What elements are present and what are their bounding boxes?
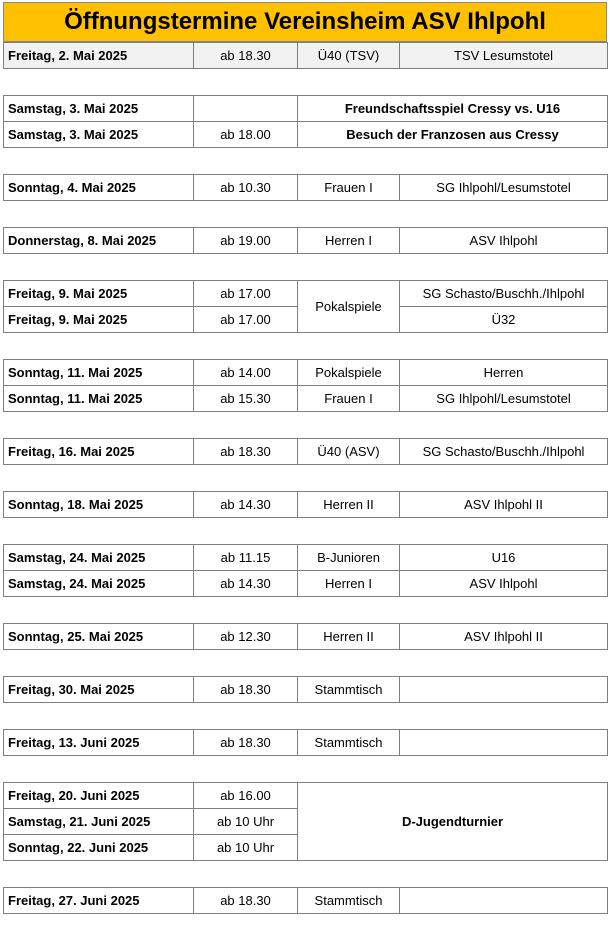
- spacer-row: [4, 518, 608, 545]
- time-cell[interactable]: ab 10 Uhr: [194, 809, 298, 835]
- opponent-cell[interactable]: SG Schasto/Buschh./Ihlpohl: [400, 281, 608, 307]
- team-cell[interactable]: Pokalspiele: [298, 360, 400, 386]
- spacer-row: [4, 861, 608, 888]
- opponent-cell[interactable]: ASV Ihlpohl II: [400, 624, 608, 650]
- table-row: [4, 492, 608, 518]
- time-cell[interactable]: ab 11.15: [194, 545, 298, 571]
- opponent-cell[interactable]: ASV Ihlpohl II: [400, 492, 608, 518]
- table-row: [4, 281, 608, 307]
- page-title: Öffnungstermine Vereinsheim ASV Ihlpohl: [3, 2, 607, 42]
- table-row: [4, 888, 608, 914]
- team-cell[interactable]: Frauen I: [298, 175, 400, 201]
- opponent-cell[interactable]: Ü32: [400, 307, 608, 333]
- opponent-cell[interactable]: ASV Ihlpohl: [400, 228, 608, 254]
- table-row: [4, 624, 608, 650]
- team-cell[interactable]: Ü40 (ASV): [298, 439, 400, 465]
- time-cell[interactable]: ab 17.00: [194, 281, 298, 307]
- time-cell[interactable]: ab 19.00: [194, 228, 298, 254]
- table-row: [4, 571, 608, 597]
- team-cell[interactable]: Herren II: [298, 624, 400, 650]
- time-cell[interactable]: ab 18.30: [194, 888, 298, 914]
- spacer-row: [4, 333, 608, 360]
- opponent-cell[interactable]: TSV Lesumstotel: [400, 43, 608, 69]
- table-row: [4, 730, 608, 756]
- date-cell[interactable]: Sonntag, 11. Mai 2025: [4, 360, 194, 386]
- opponent-cell[interactable]: [400, 730, 608, 756]
- time-cell[interactable]: ab 18.30: [194, 43, 298, 69]
- date-cell[interactable]: Freitag, 9. Mai 2025: [4, 307, 194, 333]
- date-cell[interactable]: Freitag, 9. Mai 2025: [4, 281, 194, 307]
- opponent-cell[interactable]: U16: [400, 545, 608, 571]
- team-cell[interactable]: Herren II: [298, 492, 400, 518]
- time-cell[interactable]: ab 10 Uhr: [194, 835, 298, 861]
- date-cell[interactable]: Samstag, 24. Mai 2025: [4, 545, 194, 571]
- table-row: [4, 677, 608, 703]
- table-row: [4, 43, 608, 69]
- spacer-row: [4, 148, 608, 175]
- schedule-table: [3, 42, 608, 914]
- date-cell[interactable]: Samstag, 21. Juni 2025: [4, 809, 194, 835]
- time-cell[interactable]: ab 17.00: [194, 307, 298, 333]
- team-cell[interactable]: Herren I: [298, 571, 400, 597]
- table-row: [4, 228, 608, 254]
- spacer-row: [4, 465, 608, 492]
- date-cell[interactable]: Samstag, 24. Mai 2025: [4, 571, 194, 597]
- date-cell[interactable]: Sonntag, 11. Mai 2025: [4, 386, 194, 412]
- spacer-row: [4, 597, 608, 624]
- time-cell[interactable]: ab 18.00: [194, 122, 298, 148]
- team-cell[interactable]: Pokalspiele: [298, 281, 400, 333]
- opponent-cell[interactable]: ASV Ihlpohl: [400, 571, 608, 597]
- spacer-row: [4, 201, 608, 228]
- time-cell[interactable]: ab 14.00: [194, 360, 298, 386]
- date-cell[interactable]: Freitag, 20. Juni 2025: [4, 783, 194, 809]
- opponent-cell[interactable]: Herren: [400, 360, 608, 386]
- time-cell[interactable]: ab 18.30: [194, 677, 298, 703]
- date-cell[interactable]: Sonntag, 4. Mai 2025: [4, 175, 194, 201]
- opponent-cell[interactable]: SG Schasto/Buschh./Ihlpohl: [400, 439, 608, 465]
- event-cell[interactable]: Freundschaftsspiel Cressy vs. U16: [298, 96, 608, 122]
- date-cell[interactable]: Sonntag, 18. Mai 2025: [4, 492, 194, 518]
- table-row: [4, 96, 608, 122]
- table-row: [4, 439, 608, 465]
- table-row: [4, 175, 608, 201]
- team-cell[interactable]: Stammtisch: [298, 888, 400, 914]
- opponent-cell[interactable]: [400, 677, 608, 703]
- time-cell[interactable]: ab 10.30: [194, 175, 298, 201]
- date-cell[interactable]: Samstag, 3. Mai 2025: [4, 96, 194, 122]
- opponent-cell[interactable]: SG Ihlpohl/Lesumstotel: [400, 175, 608, 201]
- team-cell[interactable]: Stammtisch: [298, 730, 400, 756]
- spacer-row: [4, 756, 608, 783]
- table-row: [4, 122, 608, 148]
- event-cell[interactable]: Besuch der Franzosen aus Cressy: [298, 122, 608, 148]
- time-cell[interactable]: ab 15.30: [194, 386, 298, 412]
- date-cell[interactable]: Freitag, 16. Mai 2025: [4, 439, 194, 465]
- table-row: [4, 783, 608, 809]
- event-cell[interactable]: D-Jugendturnier: [298, 783, 608, 861]
- spacer-row: [4, 703, 608, 730]
- table-row: [4, 545, 608, 571]
- spacer-row: [4, 650, 608, 677]
- spacer-row: [4, 412, 608, 439]
- date-cell[interactable]: Sonntag, 25. Mai 2025: [4, 624, 194, 650]
- date-cell[interactable]: Freitag, 27. Juni 2025: [4, 888, 194, 914]
- spacer-row: [4, 69, 608, 96]
- date-cell[interactable]: Freitag, 30. Mai 2025: [4, 677, 194, 703]
- team-cell[interactable]: B-Junioren: [298, 545, 400, 571]
- table-row: [4, 386, 608, 412]
- opponent-cell[interactable]: SG Ihlpohl/Lesumstotel: [400, 386, 608, 412]
- opponent-cell[interactable]: [400, 888, 608, 914]
- time-cell[interactable]: ab 18.30: [194, 730, 298, 756]
- time-cell[interactable]: ab 16.00: [194, 783, 298, 809]
- team-cell[interactable]: Herren I: [298, 228, 400, 254]
- team-cell[interactable]: Ü40 (TSV): [298, 43, 400, 69]
- date-cell[interactable]: Sonntag, 22. Juni 2025: [4, 835, 194, 861]
- time-cell[interactable]: ab 14.30: [194, 571, 298, 597]
- team-cell[interactable]: Stammtisch: [298, 677, 400, 703]
- table-row: [4, 360, 608, 386]
- spacer-row: [4, 254, 608, 281]
- team-cell[interactable]: Frauen I: [298, 386, 400, 412]
- schedule-sheet: [3, 2, 607, 914]
- date-cell[interactable]: Freitag, 13. Juni 2025: [4, 730, 194, 756]
- time-cell[interactable]: ab 12.30: [194, 624, 298, 650]
- time-cell[interactable]: ab 18.30: [194, 439, 298, 465]
- time-cell[interactable]: [194, 96, 298, 122]
- date-cell[interactable]: Samstag, 3. Mai 2025: [4, 122, 194, 148]
- time-cell[interactable]: ab 14.30: [194, 492, 298, 518]
- date-cell[interactable]: Donnerstag, 8. Mai 2025: [4, 228, 194, 254]
- date-cell[interactable]: Freitag, 2. Mai 2025: [4, 43, 194, 69]
